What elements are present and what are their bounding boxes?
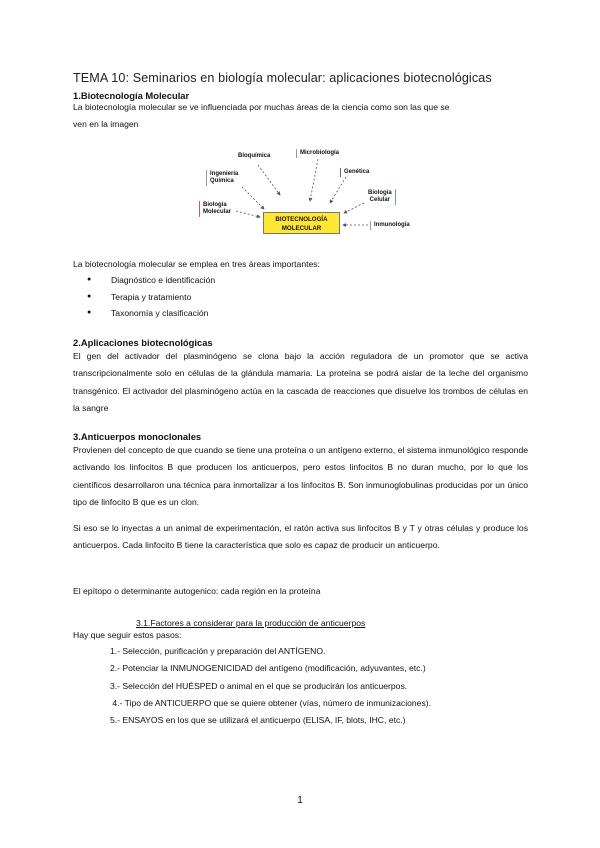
areas-intro: La biotecnología molecular se emplea en tres áreas importantes: [73,259,320,269]
node-biologia-molecular-line-2: Molecular [203,209,232,215]
areas-list [73,272,215,322]
list-item: 3.- Selección del HUÉSPED o animal en el que se producirán los anticuerpos. [110,680,408,691]
list-item: ● Taxonomía y clasificación [73,305,215,322]
center-box-biotecnologia-molecular [263,212,340,234]
node-biologia-celular-line-1: Biología [368,190,392,196]
node-ingenieria-quimica [206,170,241,186]
list-item: 4.- Tipo de ANTICUERPO que se quiere obtener (vías, número de inmunizaciones). [110,697,431,708]
steps-list [73,643,431,729]
node-bioquimica: Bioquímica [235,152,273,161]
node-ingenieria-line-1: Ingeniería [210,171,239,177]
node-inmunologia: Inmunología [370,221,413,230]
arrow-ingenieria [242,187,264,209]
node-biologia-molecular [199,201,234,217]
arrow-bioquimica [258,165,280,195]
node-microbiologia: Microbiología [296,149,342,158]
list-item: 1.- Selección, purificación y preparación del ANTÍGENO. [110,646,326,656]
arrow-genetica [330,177,346,203]
node-ingenieria-line-2: Química [210,178,234,184]
section-1-heading: 1.Biotecnología Molecular [73,90,190,101]
node-biologia-celular [365,189,396,205]
section-2-paragraph: El gen del activador del plasminógeno se clona bajo la acción reguladora de un promotor que se activa transcripcionalmente solo en células de la glándula mamaria. La proteína se podrá aislar de la leche del organismo transgénico. El activador del plasminógeno actúa en la cascada de reacciones que disuelve los trombos de células en la sangre [73,351,528,414]
steps-intro: Hay que seguir estos pasos: [73,630,182,640]
section-3-heading: 3.Anticuerpos monoclonales [73,431,202,442]
biotech-areas-diagram [198,145,418,240]
node-genetica: Genética [340,168,372,177]
center-box-line-2: MOLECULAR [281,225,322,232]
page-number: 1 [297,795,303,806]
node-biologia-celular-line-2: Celular [369,197,390,203]
section-1-line-1: La biotecnología molecular se ve influenciada por muchas áreas de la ciencia como son las que se [73,102,450,112]
list-item: 2.- Potenciar la INMUNOGENICIDAD del antígeno (modificación, adyuvantes, etc.) [110,663,426,674]
node-biologia-molecular-line-1: Biología [203,202,227,208]
section-1-line-2: ven en la imagen [73,119,139,129]
section-2-heading: 2.Aplicaciones biotecnológicas [73,337,213,348]
center-box-line-1: BIOTECNOLOGÍA [275,216,328,223]
arrow-biologia-molecular [236,211,260,217]
arrow-biologia-celular [344,203,364,213]
section-3-paragraph-1: Provienen del concepto de que cuando se tiene una proteína o un antígeno externo, el sistema inmunológico responde activando los linfocitos B que producen los anticuerpos, pero estos linfocitos B no duran mucho, por lo que los científicos desarrollaron una técnica para inmortalizar a los linfocitos B. Son inmunoglobulinas producidas por un único tipo de linfocito B que es un clon. [73,445,528,508]
list-item: 5.- ENSAYOS en los que se utilizará el anticuerpo (ELISA, IF, blots, IHC, etc.) [110,715,406,726]
section-3-1-heading: 3.1.Factores a considerar para la producción de anticuerpos [136,618,366,628]
section-3-paragraph-2: Si eso se lo inyectas a un animal de experimentación, el ratón activa sus linfocitos B y T y otras células y produce los anticuerpos. Cada linfocito B tiene la característica que solo es capaz de producir un anticuerpo. [73,523,528,551]
page-title: TEMA 10: Seminarios en biología molecular: aplicaciones biotecnológicas [73,71,492,85]
arrow-microbiologia [310,159,318,201]
list-item: ● Terapia y tratamiento [73,289,215,306]
list-item: ● Diagnóstico e identificación [73,272,215,289]
section-3-paragraph-3: El epítopo o determinante autogenico: cada región en la proteína [73,586,321,596]
